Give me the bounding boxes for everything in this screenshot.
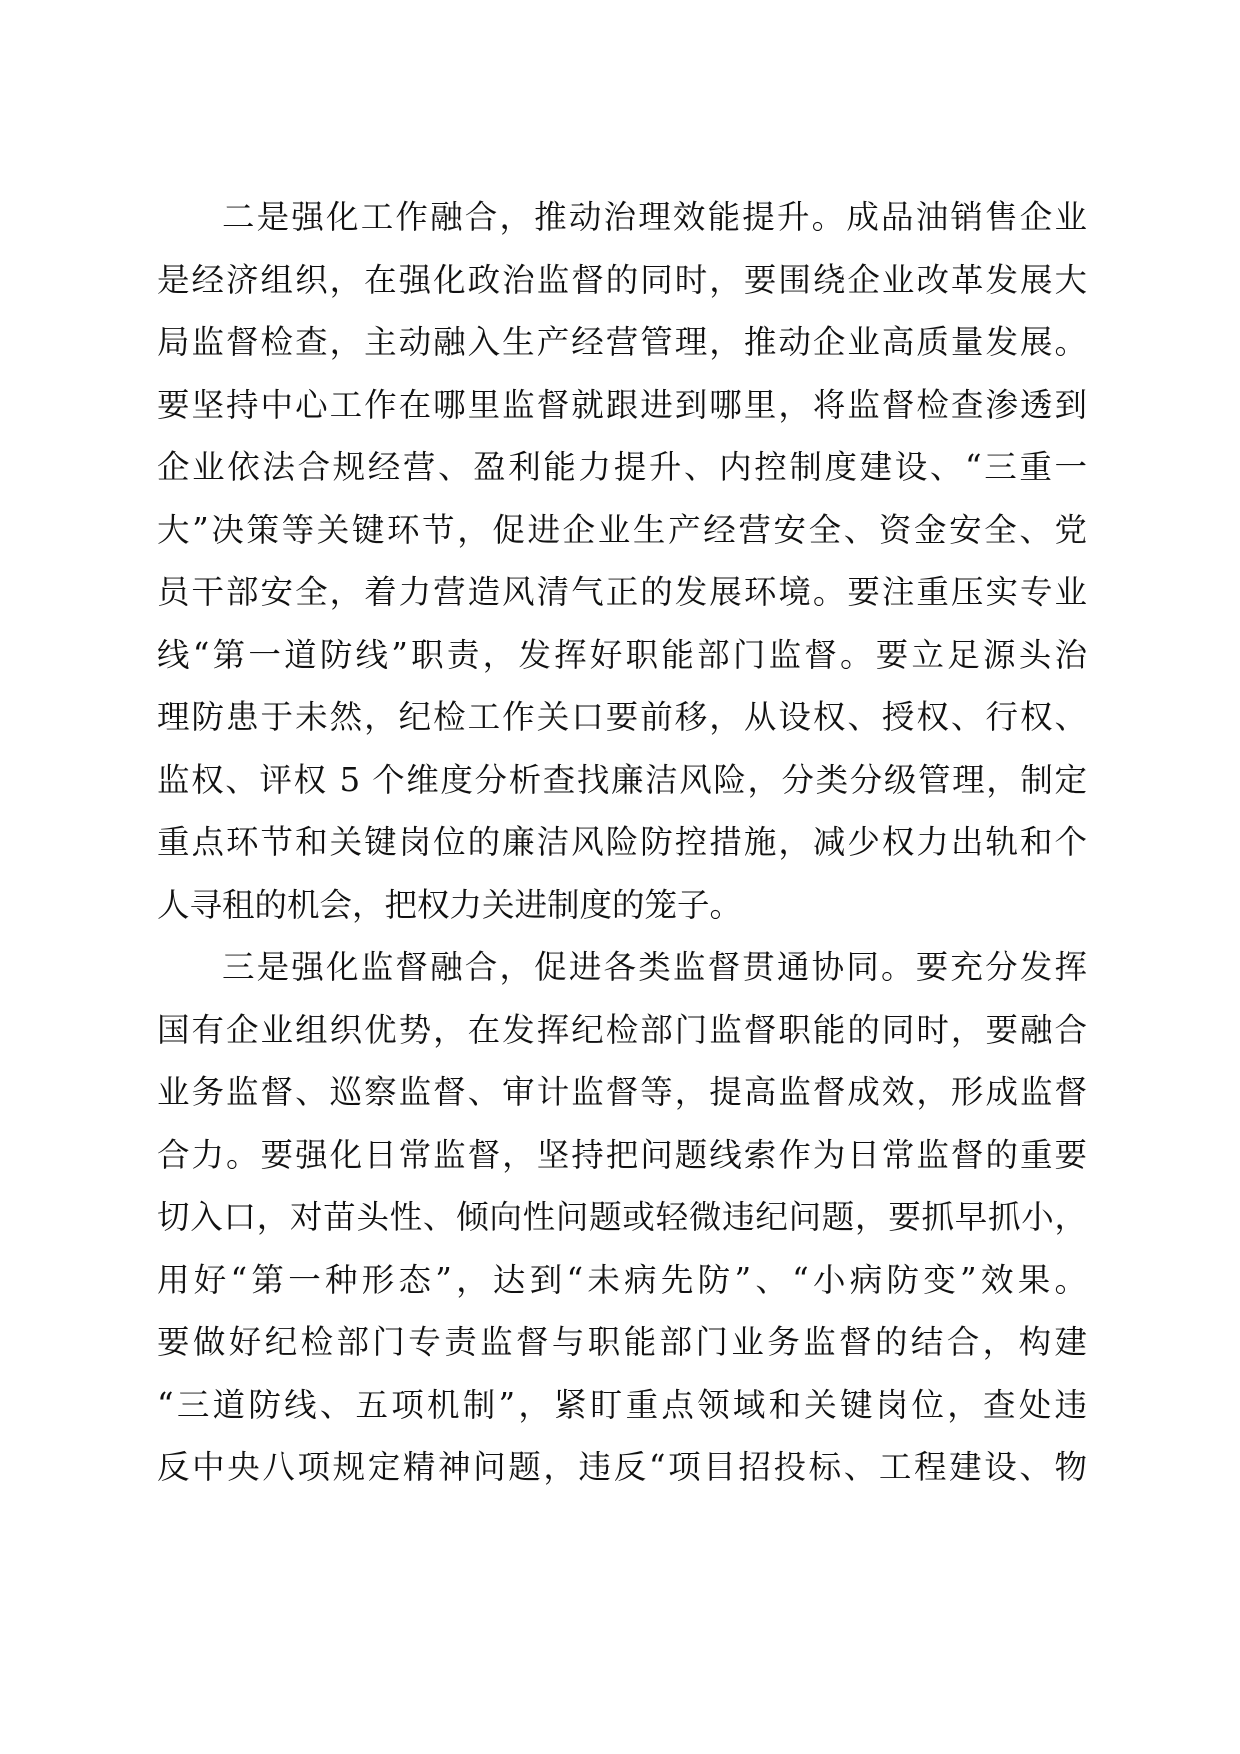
text-line: 线“第一道防线”职责，发挥好职能部门监督。要立足源头治 [157,635,1087,674]
text-line: 要坚持中心工作在哪里监督就跟进到哪里，将监督检查渗透到 [157,385,1087,424]
text-line: 重点环节和关键岗位的廉洁风险防控措施，减少权力出轨和个 [157,823,1087,861]
text-line: 人寻租的机会，把权力关进制度的笼子。 [157,885,743,924]
text-line: 切入口，对苗头性、倾向性问题或轻微违纪问题，要抓早抓小， [157,1198,1087,1236]
text-line: 用好“第一种形态”，达到“未病先防”、“小病防变”效果。 [157,1260,1087,1299]
text-line: 二是强化工作融合，推动治理效能提升。成品油销售企业 [222,198,1087,236]
text-line: 国有企业组织优势，在发挥纪检部门监督职能的同时，要融合 [157,1010,1087,1049]
text-line: 员干部安全，着力营造风清气正的发展环境。要注重压实专业 [157,573,1087,611]
text-line: 局监督检查，主动融入生产经营管理，推动企业高质量发展。 [157,323,1087,361]
paragraph-work-integration [157,186,1087,936]
text-line: 三是强化监督融合，促进各类监督贯通协同。要充分发挥 [222,948,1087,986]
text-line: 业务监督、巡察监督、审计监督等，提高监督成效，形成监督 [157,1073,1087,1111]
text-line: “三道防线、五项机制”，紧盯重点领域和关键岗位，查处违 [157,1385,1087,1424]
text-line: 监权、评权 5 个维度分析查找廉洁风险，分类分级管理，制定 [157,760,1087,799]
text-line: 企业依法合规经营、盈利能力提升、内控制度建设、“三重一 [157,448,1087,486]
text-line: 大”决策等关键环节，促进企业生产经营安全、资金安全、党 [157,510,1087,549]
text-line: 反中央八项规定精神问题，违反“项目招投标、工程建设、物 [157,1448,1087,1486]
text-line: 理防患于未然，纪检工作关口要前移，从设权、授权、行权、 [157,698,1087,736]
text-line: 要做好纪检部门专责监督与职能部门业务监督的结合，构建 [157,1323,1087,1361]
paragraph-supervision-integration [157,936,1087,1499]
text-line: 合力。要强化日常监督，坚持把问题线索作为日常监督的重要 [157,1135,1087,1174]
document-body [157,186,1087,1499]
text-line: 是经济组织，在强化政治监督的同时，要围绕企业改革发展大 [157,260,1087,299]
